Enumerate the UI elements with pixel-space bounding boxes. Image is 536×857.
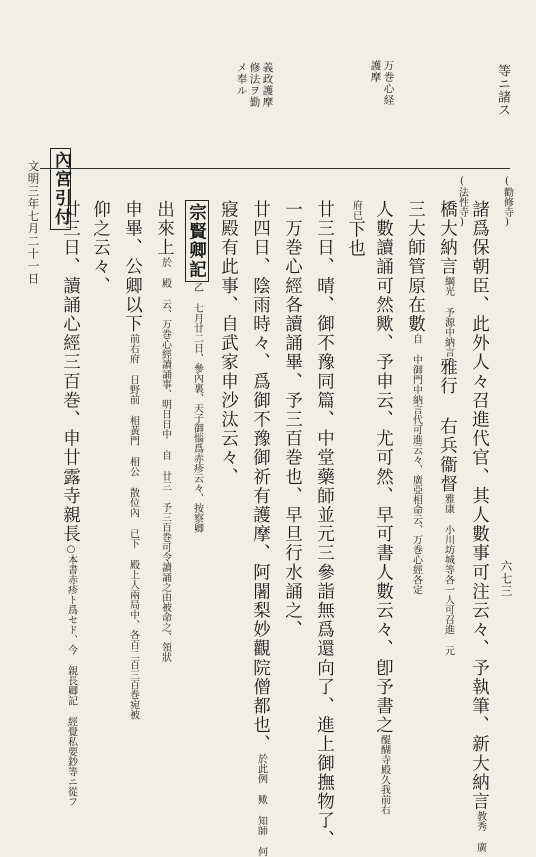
text-column-9: 一万巻心經各讀誦畢、予三百巻也、早旦行水誦之、 [282, 200, 303, 640]
left-section-title: 內宮引付 [50, 148, 71, 230]
text-column-14: 申畢、公卿以下前右府 日野前 相黃門 相公 散位內 已下 殿上人兩局中、各百二百三百巻宛被 [122, 200, 143, 720]
text-column-4: 橋大納言綱光 予源中納言雅行 右兵衞督雅康 小川坊城等各一人可召進 元 [437, 200, 458, 656]
header-annotation-mid-1: 万巻心経 [382, 60, 395, 106]
text-column-13: 出來上於 殿 云、万巻心經讀誦事、明日日中 自 廿三 予三百巻可令讀誦之由被命之、領狀 [154, 200, 175, 663]
header-rule [40, 168, 510, 169]
text-column-3: (法性寺) [456, 176, 468, 228]
source-title-box: 宗賢卿記 [185, 200, 209, 282]
text-column-2: 諸爲保朝臣、此外人々召進代官、其人數事可注云々、予執筆、新大納言教秀 廣 [469, 200, 490, 853]
header-annotation-left-1: 義政護摩 [261, 62, 274, 108]
text-column-5: 三大師管原在數自 中御門中納言代可進云々、廣亞相命云、万巻心經各定 [405, 200, 426, 595]
date-line: 文明三年七月二十一日 [26, 160, 41, 285]
text-column-16: 廿三日、讀誦心經三百巻、申廿露寺親長○本書赤疹ト爲セド、今 親長卿記 經覺私要鈔等ニ從フ [60, 200, 81, 807]
text-column-7: 府已下也 [345, 200, 366, 259]
text-column-1: (勸修寺) [501, 176, 513, 228]
text-column-8: 廿三日、晴、御不豫同篇、中堂藥師並元三參詣無爲還向了、進上御撫物了、 [314, 200, 335, 850]
text-column-6: 人數讀誦可然歟、予申云、尤可然、早可書人數云々、卽予書之醍醐寺殿久我前右 [373, 200, 394, 815]
page-number: 六七三 [499, 560, 514, 598]
text-column-11: 寢殿有此事、自武家申沙汰云々、 [218, 200, 239, 487]
header-annotation-right: 等ニ諸ス [495, 64, 510, 116]
text-column-15: 仰之云々、 [90, 200, 111, 296]
text-column-12: 宗賢卿記乙 七月廿二日、參內裏、天子御惱爲赤疹云々、按察卿 [187, 200, 205, 533]
text-column-10: 廿四日、陰雨時々、爲御不豫御祈有護摩、阿闍梨妙觀院僧都也、於此例 歟 知師 何 [250, 200, 271, 857]
header-annotation-mid-2: 護摩 [369, 60, 382, 83]
header-annotation-left-2: 修法ヲ勤 [248, 62, 261, 108]
header-annotation-left-3: メ奉ル [235, 62, 248, 97]
